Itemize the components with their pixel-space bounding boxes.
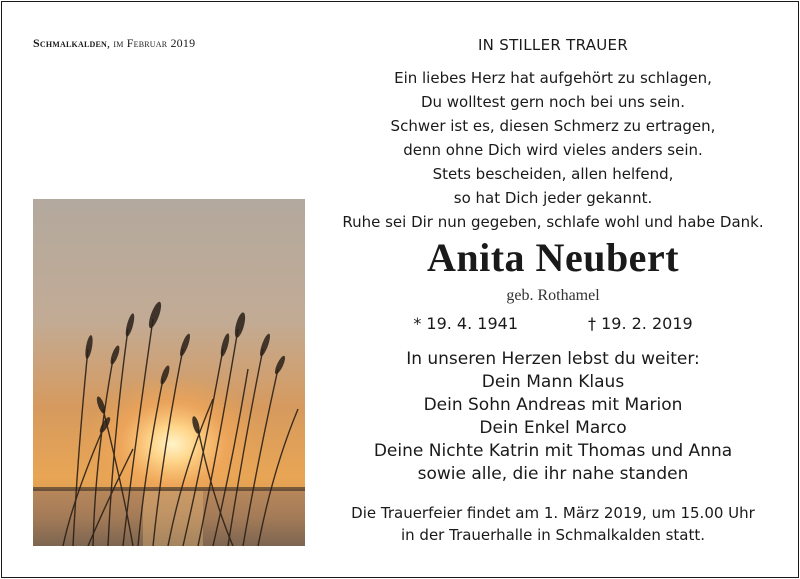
mourners-line: Deine Nichte Katrin mit Thomas und Anna: [373, 441, 733, 461]
death-date: † 19. 2. 2019: [588, 314, 693, 333]
place-and-date: [33, 36, 195, 51]
mourners-line: In unseren Herzen lebst du weiter:: [406, 349, 700, 369]
photo-svg: [33, 199, 305, 546]
mourners-line: Dein Enkel Marco: [479, 418, 627, 438]
birth-date: * 19. 4. 1941: [413, 314, 518, 333]
heading: IN STILLER TRAUER: [477, 36, 629, 54]
place-name: Schmalkalden: [33, 36, 107, 50]
poem-line: Schwer ist es, diesen Schmerz zu ertragen,: [390, 117, 716, 135]
mourners-list: [322, 348, 784, 486]
poem-line: denn ohne Dich wird vieles anders sein.: [403, 141, 703, 159]
mourners-line: Dein Mann Klaus: [481, 372, 625, 392]
funeral-line: Die Trauerfeier findet am 1. März 2019, um 15.00 Uhr: [351, 504, 755, 522]
funeral-line: in der Trauerhalle in Schmalkalden statt.: [400, 526, 706, 544]
place-separator: ,: [106, 36, 114, 50]
date-text: im Februar 2019: [113, 36, 196, 50]
poem-line: Du wolltest gern noch bei uns sein.: [420, 93, 686, 111]
sunset-reeds-photo: [33, 199, 305, 546]
poem: [322, 66, 784, 234]
mourners-line: Dein Sohn Andreas mit Marion: [423, 395, 683, 415]
deceased-name: Anita Neubert: [426, 235, 680, 280]
poem-line: so hat Dich jeder gekannt.: [453, 189, 653, 207]
poem-line: Ein liebes Herz hat aufgehört zu schlagen,: [394, 69, 712, 87]
obituary-card: [1, 1, 799, 578]
poem-line: Stets bescheiden, allen helfend,: [432, 165, 674, 183]
poem-line: Ruhe sei Dir nun gegeben, schlafe wohl und habe Dank.: [342, 213, 764, 231]
mourners-line: sowie alle, die ihr nahe standen: [417, 464, 689, 484]
birth-name: geb. Rothamel: [506, 287, 600, 304]
life-dates: [322, 314, 784, 333]
funeral-notice: [322, 502, 784, 546]
